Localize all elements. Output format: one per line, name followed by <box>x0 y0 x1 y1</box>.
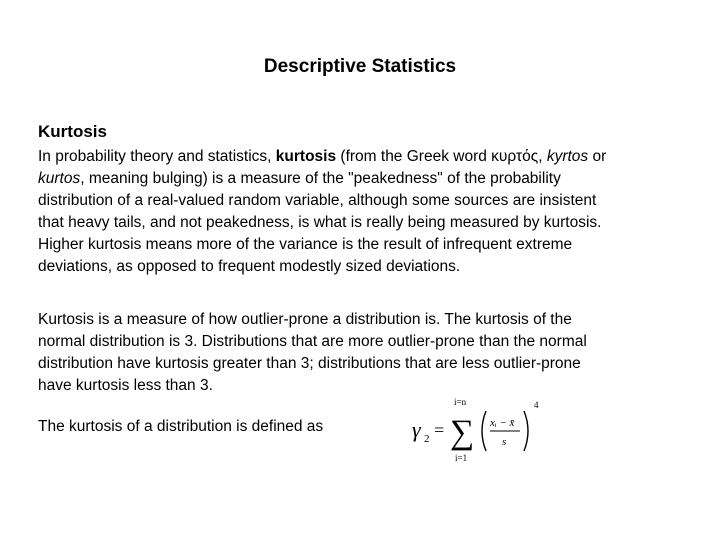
paragraph-line: distribution have kurtosis greater than 3; distributions that are less outlier-prone <box>38 355 581 372</box>
italic-term: kyrtos <box>546 148 589 165</box>
paragraph-line: normal distribution is 3. Distributions that are more outlier-prone than the normal <box>38 333 587 350</box>
paragraph-line: deviations, as opposed to frequent modestly sized deviations. <box>38 258 461 275</box>
sum-upper-limit: i=n <box>454 397 467 407</box>
left-paren-icon <box>482 411 486 451</box>
right-paren-icon <box>524 411 528 451</box>
gamma-symbol: γ <box>412 417 421 442</box>
page-title: Descriptive Statistics <box>263 56 457 77</box>
paragraph-line: that heavy tails, and not peakedness, is what is really being measured by kurtosis. <box>38 214 602 231</box>
italic-term: kurtos <box>38 170 81 187</box>
section-heading: Kurtosis <box>38 122 107 141</box>
formula-exponent: 4 <box>534 400 539 410</box>
paragraph-line: Kurtosis is a measure of how outlier-prone a distribution is. The kurtosis of the <box>38 311 572 328</box>
formula-numerator: xᵢ − x̄ <box>490 417 515 429</box>
kurtosis-definition-paragraph <box>38 146 688 278</box>
paragraph-line: kurtos, meaning bulging) is a measure of the "peakedness" of the probability <box>38 170 561 187</box>
paragraph-line: have kurtosis less than 3. <box>38 377 213 394</box>
definition-lead-text: The kurtosis of a distribution is defined as <box>38 418 324 435</box>
gamma-subscript: 2 <box>424 433 430 445</box>
sum-lower-limit: i=1 <box>455 453 468 463</box>
sigma-icon: ∑ <box>450 414 475 451</box>
formula-denominator: s <box>502 436 507 448</box>
kurtosis-formula <box>410 393 550 465</box>
equals-sign: = <box>434 420 445 440</box>
bold-term: kurtosis <box>275 148 337 165</box>
paragraph-line: Higher kurtosis means more of the variance is the result of infrequent extreme <box>38 236 573 253</box>
paragraph-line: In probability theory and statistics, kurtosis (from the Greek word κυρτός, kyrtos or <box>38 148 607 165</box>
outlier-paragraph <box>38 309 688 397</box>
paragraph-line: distribution of a real-valued random variable, although some sources are insistent <box>38 192 597 209</box>
